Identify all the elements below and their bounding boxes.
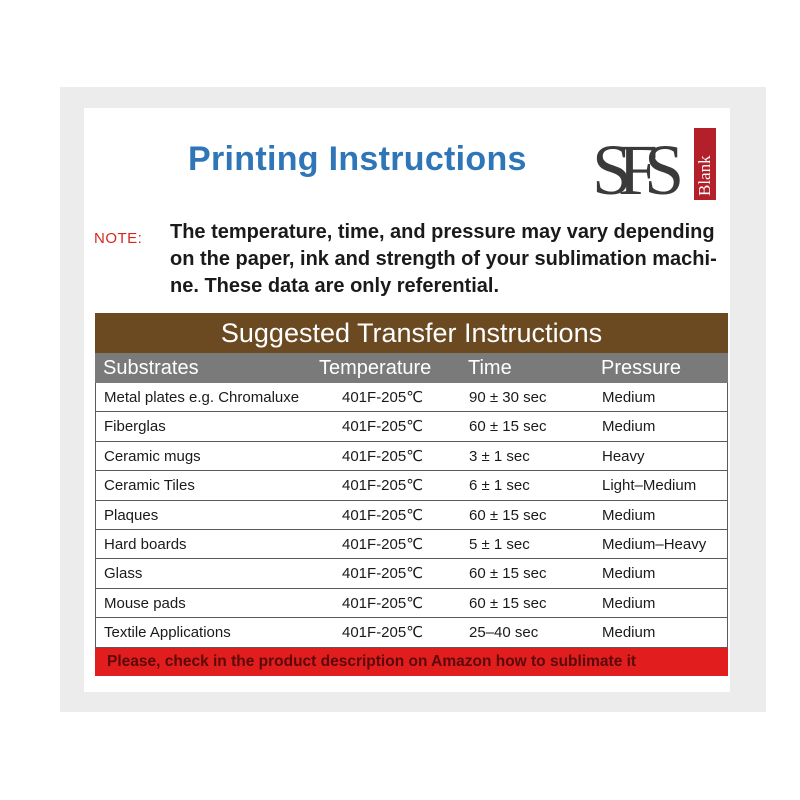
cell-temperature: 401F-205℃ [342,565,424,583]
cell-pressure: Medium [602,624,656,642]
header-pressure: Pressure [601,357,682,379]
note-text: The temperature, time, and pressure may vary depending on the paper, ink and strength of your sublimation machine. These data are only referential. [170,221,717,297]
table-row [96,383,727,412]
cell-temperature: 401F-205℃ [342,447,424,465]
cell-time: 6 ± 1 sec [469,477,530,495]
cell-time: 60 ± 15 sec [469,565,547,583]
table-row [96,442,727,471]
cell-time: 60 ± 15 sec [469,506,547,524]
table-title: Suggested Transfer Instructions [95,313,728,353]
cell-pressure: Heavy [602,447,645,465]
cell-pressure: Medium–Heavy [602,535,707,553]
table-body [95,383,728,648]
cell-substrate: Metal plates e.g. Chromaluxe [104,389,300,406]
table-row [96,559,727,588]
table-row [96,412,727,441]
table-row [96,501,727,530]
table-row [96,530,727,559]
table-row [96,589,727,618]
cell-substrate: Ceramic Tiles [104,477,195,495]
cell-temperature: 401F-205℃ [342,477,424,495]
cell-substrate: Plaques [104,506,159,524]
cell-time: 3 ± 1 sec [469,447,530,465]
header-time: Time [468,357,512,379]
header-temperature: Temperature [319,357,432,379]
cell-temperature: 401F-205℃ [342,506,424,524]
cell-time: 5 ± 1 sec [469,535,530,553]
cell-temperature: 401F-205℃ [342,418,424,436]
cell-pressure: Medium [602,594,656,612]
table-row [96,471,727,500]
table-header-row [95,353,728,383]
cell-substrate: Mouse pads [104,594,186,612]
cell-substrate: Ceramic mugs [104,447,201,465]
table-row [96,618,727,647]
cell-temperature: 401F-205℃ [342,535,424,553]
cell-pressure: Medium [602,506,656,524]
cell-pressure: Medium [602,389,656,406]
cell-pressure: Medium [602,418,656,436]
logo-side-text: Blank [695,155,714,196]
header-substrates: Substrates [103,357,199,379]
cell-pressure: Medium [602,565,656,583]
cell-time: 60 ± 15 sec [469,594,547,612]
cell-time: 25–40 sec [469,624,539,642]
transfer-table [95,313,728,679]
cell-substrate: Glass [104,565,143,583]
cell-substrate: Fiberglas [104,418,166,436]
cell-temperature: 401F-205℃ [342,389,424,406]
cell-temperature: 401F-205℃ [342,624,424,642]
logo-letters: SFS [592,130,671,204]
cell-temperature: 401F-205℃ [342,594,424,612]
cell-substrate: Hard boards [104,535,187,553]
cell-pressure: Light–Medium [602,477,697,495]
page-title: Printing Instructions [188,140,527,178]
footer-banner: Please, check in the product description on Amazon how to sublimate it [95,648,728,676]
brand-logo [590,124,720,204]
note-label: NOTE: [94,230,143,247]
cell-substrate: Textile Applications [104,624,231,642]
cell-time: 60 ± 15 sec [469,418,547,436]
cell-time: 90 ± 30 sec [469,389,547,406]
